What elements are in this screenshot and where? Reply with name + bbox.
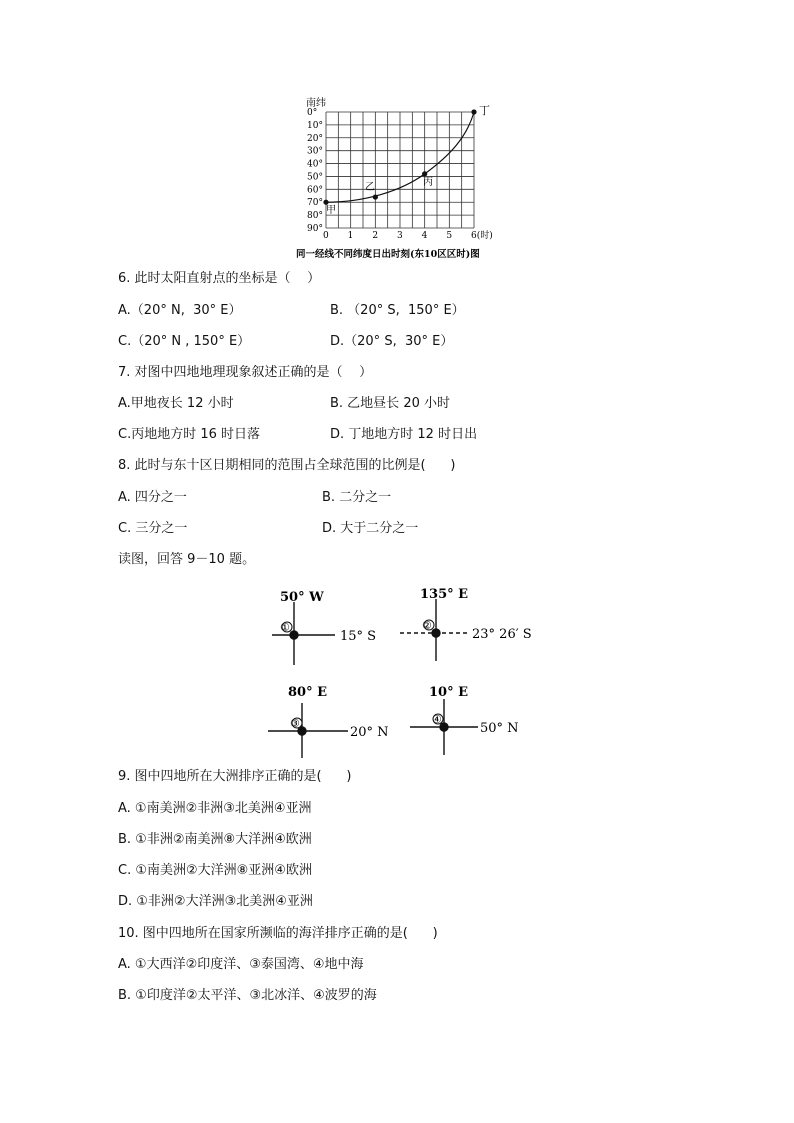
y-tick-label: 50° <box>307 172 323 183</box>
graph-caption: 同一经线不同纬度日出时刻(东10区区时)图 <box>296 249 480 260</box>
x-tick-label: 2 <box>372 231 379 241</box>
q7-option-c[interactable]: C.丙地地方时 16 时日落 <box>118 427 261 442</box>
graph-point <box>373 194 378 199</box>
q10-option-a[interactable]: A. ①大西洋②印度洋、③泰国湾、④地中海 <box>118 957 364 972</box>
q6-option-a[interactable]: A.（20° N, 30° E） <box>118 303 242 318</box>
x-tick-label: 3 <box>397 231 403 241</box>
y-tick-label: 30° <box>307 146 323 157</box>
q7-option-b[interactable]: B. 乙地昼长 20 小时 <box>330 396 450 411</box>
q10-option-b[interactable]: B. ①印度洋②太平洋、③北冰洋、④波罗的海 <box>118 988 377 1003</box>
diagram-3 <box>268 703 348 758</box>
diagram-2 <box>400 599 470 661</box>
read-prompt: 读图，回答 9－10 题。 <box>118 552 256 567</box>
q8-option-d[interactable]: D. 大于二分之一 <box>322 521 419 536</box>
label-ding: 丁 <box>479 104 490 117</box>
y-tick-label: 70° <box>307 198 323 209</box>
q8-option-b[interactable]: B. 二分之一 <box>322 490 392 505</box>
q9-option-d[interactable]: D. ①非洲②大洋洲③北美洲④亚洲 <box>118 894 313 909</box>
q8-stem: 8. 此时与东十区日期相同的范围占全球范围的比例是( ) <box>118 458 456 473</box>
graph-grid <box>326 112 474 228</box>
graph-x-ticks <box>323 229 493 241</box>
diagram-2-latitude: 23° 26′ S <box>472 627 532 642</box>
q6-option-c[interactable]: C.（20° N , 150° E） <box>118 334 251 349</box>
q6-stem: 6. 此时太阳直射点的坐标是（ ） <box>118 271 321 286</box>
diagram-2-longitude: 135° E <box>420 587 469 602</box>
y-tick-label: 90° <box>307 224 323 234</box>
q8-option-c[interactable]: C. 三分之一 <box>118 521 188 536</box>
diagram-2-number: ② <box>422 619 432 632</box>
y-tick-label: 10° <box>307 120 323 131</box>
q8-option-a[interactable]: A. 四分之一 <box>118 490 187 505</box>
y-tick-label: 60° <box>307 185 323 196</box>
q9-option-a[interactable]: A. ①南美洲②非洲③北美洲④亚洲 <box>118 801 312 816</box>
x-tick-label: 6(时) <box>471 231 493 241</box>
label-yi: 乙 <box>365 182 375 193</box>
diagram-1-longitude: 50° W <box>280 590 324 605</box>
q7-stem: 7. 对图中四地地理现象叙述正确的是（ ） <box>118 365 373 380</box>
graph-point <box>422 171 427 176</box>
diagram-4-number: ④ <box>432 713 442 726</box>
q9-stem: 9. 图中四地所在大洲排序正确的是( ) <box>118 769 352 784</box>
y-tick-label: 40° <box>307 159 323 170</box>
x-tick-label: 0 <box>323 231 329 241</box>
sunrise-graph <box>0 0 794 270</box>
diagram-1-number: ① <box>280 621 290 634</box>
graph-point <box>471 109 476 114</box>
graph-y-ticks <box>307 108 323 234</box>
diagram-3-latitude: 20° N <box>350 725 389 740</box>
y-tick-label: 80° <box>307 211 323 222</box>
coordinate-diagrams <box>0 575 794 775</box>
x-tick-label: 1 <box>347 231 354 241</box>
y-tick-label: 0° <box>307 108 318 118</box>
x-tick-label: 4 <box>421 231 428 241</box>
diagram-3-number: ③ <box>290 717 300 730</box>
label-bing: 丙 <box>423 177 433 188</box>
graph-y-title: 南纬 <box>306 98 326 109</box>
q6-option-d[interactable]: D.（20° S, 30° E） <box>330 334 454 349</box>
label-jia: 甲 <box>326 205 336 216</box>
q9-option-b[interactable]: B. ①非洲②南美洲⑧大洋洲④欧洲 <box>118 832 312 847</box>
diagram-1-latitude: 15° S <box>340 629 377 644</box>
q6-option-b[interactable]: B. （20° S, 150° E） <box>330 303 465 318</box>
q7-option-a[interactable]: A.甲地夜长 12 小时 <box>118 396 234 411</box>
q7-option-d[interactable]: D. 丁地地方时 12 时日出 <box>330 427 478 442</box>
q10-stem: 10. 图中四地所在国家所濒临的海洋排序正确的是( ) <box>118 926 438 941</box>
diagram-4 <box>410 699 478 755</box>
diagram-4-latitude: 50° N <box>480 721 519 736</box>
diagram-3-longitude: 80° E <box>288 685 328 700</box>
x-tick-label: 5 <box>446 231 453 241</box>
q9-option-c[interactable]: C. ①南美洲②大洋洲⑧亚洲④欧洲 <box>118 863 312 878</box>
y-tick-label: 20° <box>307 133 323 144</box>
diagram-4-longitude: 10° E <box>429 685 469 700</box>
